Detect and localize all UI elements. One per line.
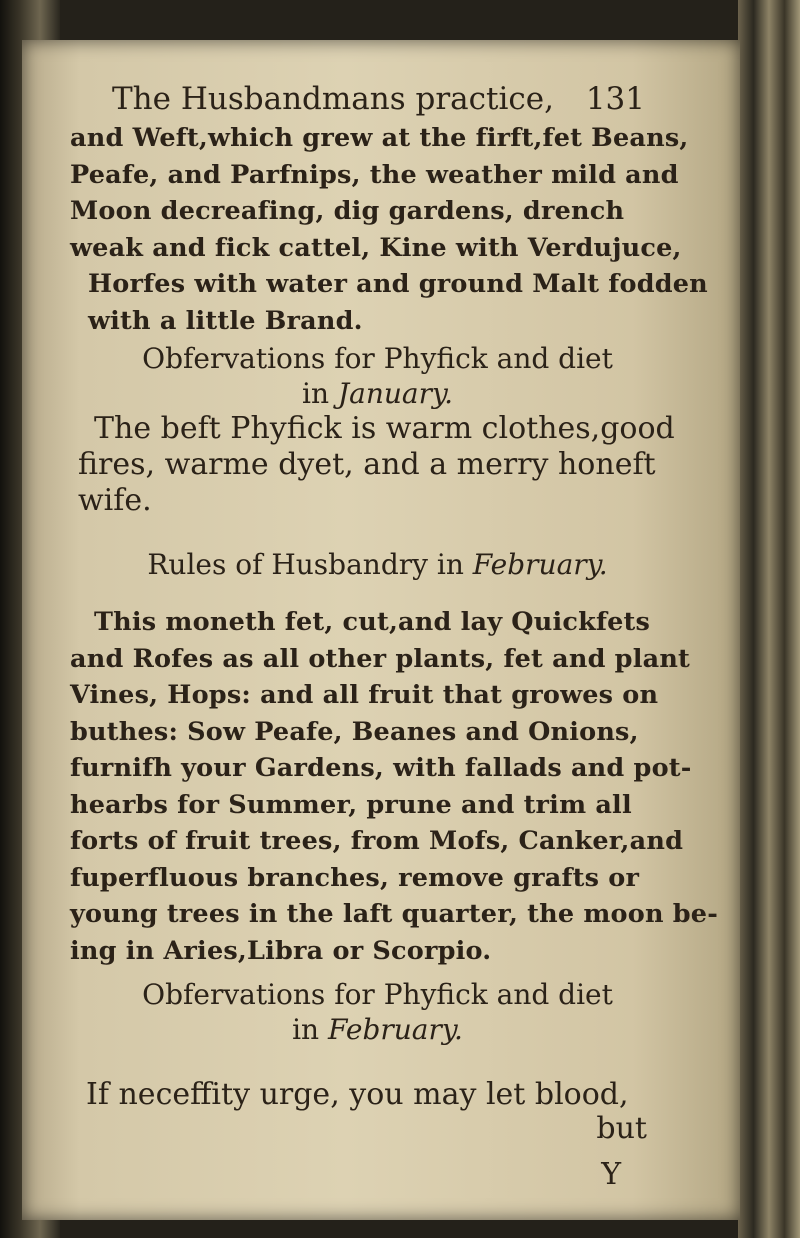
text-line: forts of fruit trees, from Mofs, Canker,and <box>70 826 684 856</box>
text-line: furnifh your Gardens, with fallads and pot- <box>70 753 692 783</box>
running-title: The Husbandmans practice, <box>112 81 554 117</box>
heading-month: February. <box>328 1013 463 1046</box>
text-line: fuperfluous branches, remove grafts or <box>70 862 640 893</box>
page-number: 131 <box>585 81 645 117</box>
signature-mark: Y <box>601 1157 621 1192</box>
text-line: If neceffity urge, you may let blood, <box>86 1077 629 1112</box>
page-text <box>70 80 719 1197</box>
text-line: Horfes with water and ground Malt fodden <box>88 269 708 299</box>
heading-observations-february <box>70 977 685 1047</box>
heading-month: February. <box>472 548 608 581</box>
heading-prefix: Rules of Husbandry in <box>147 548 464 581</box>
text-line: Peafe, and Parfnips, the weather mild and <box>70 159 679 190</box>
text-line: The beft Phyfick is warm clothes,good <box>94 411 675 446</box>
text-line: with a little Brand. <box>88 305 363 336</box>
text-line: young trees in the laft quarter, the moon be- <box>70 899 719 929</box>
text-line: hearbs for Summer, prune and trim all <box>70 789 632 820</box>
section-january-physick <box>70 411 685 519</box>
running-header <box>112 80 685 118</box>
heading-in: in <box>302 377 330 410</box>
text-line: and Weft,which grew at the firft,fet Beans, <box>70 123 689 153</box>
text-line: fires, warme dyet, and a merry honeft <box>78 447 656 482</box>
heading-line: Obfervations for Phyfick and diet <box>142 978 613 1011</box>
section-february-physick <box>70 1077 685 1197</box>
heading-observations-january <box>70 341 685 411</box>
heading-rules-february <box>70 547 685 582</box>
text-line: ing in Aries,Libra or Scorpio. <box>70 935 492 966</box>
heading-month: January. <box>337 377 453 410</box>
text-line: Moon decreafing, dig gardens, drench <box>70 196 625 226</box>
section-january-husbandry <box>70 120 708 339</box>
text-line: wife. <box>78 483 152 518</box>
text-line: Vines, Hops: and all fruit that growes on <box>70 680 659 710</box>
text-line: weak and fick cattel, Kine with Verdujuce, <box>70 232 682 263</box>
heading-in: in <box>292 1013 320 1046</box>
text-line: and Rofes as all other plants, fet and plant <box>70 643 691 674</box>
catchword: but <box>596 1111 647 1146</box>
text-line: This moneth fet, cut,and lay Quickfets <box>94 607 651 637</box>
heading-line: Obfervations for Phyfick and diet <box>142 342 613 375</box>
section-february-husbandry <box>70 604 719 969</box>
text-line: buthes: Sow Peafe, Beanes and Onions, <box>70 716 639 747</box>
right-page-edges <box>738 0 800 1238</box>
